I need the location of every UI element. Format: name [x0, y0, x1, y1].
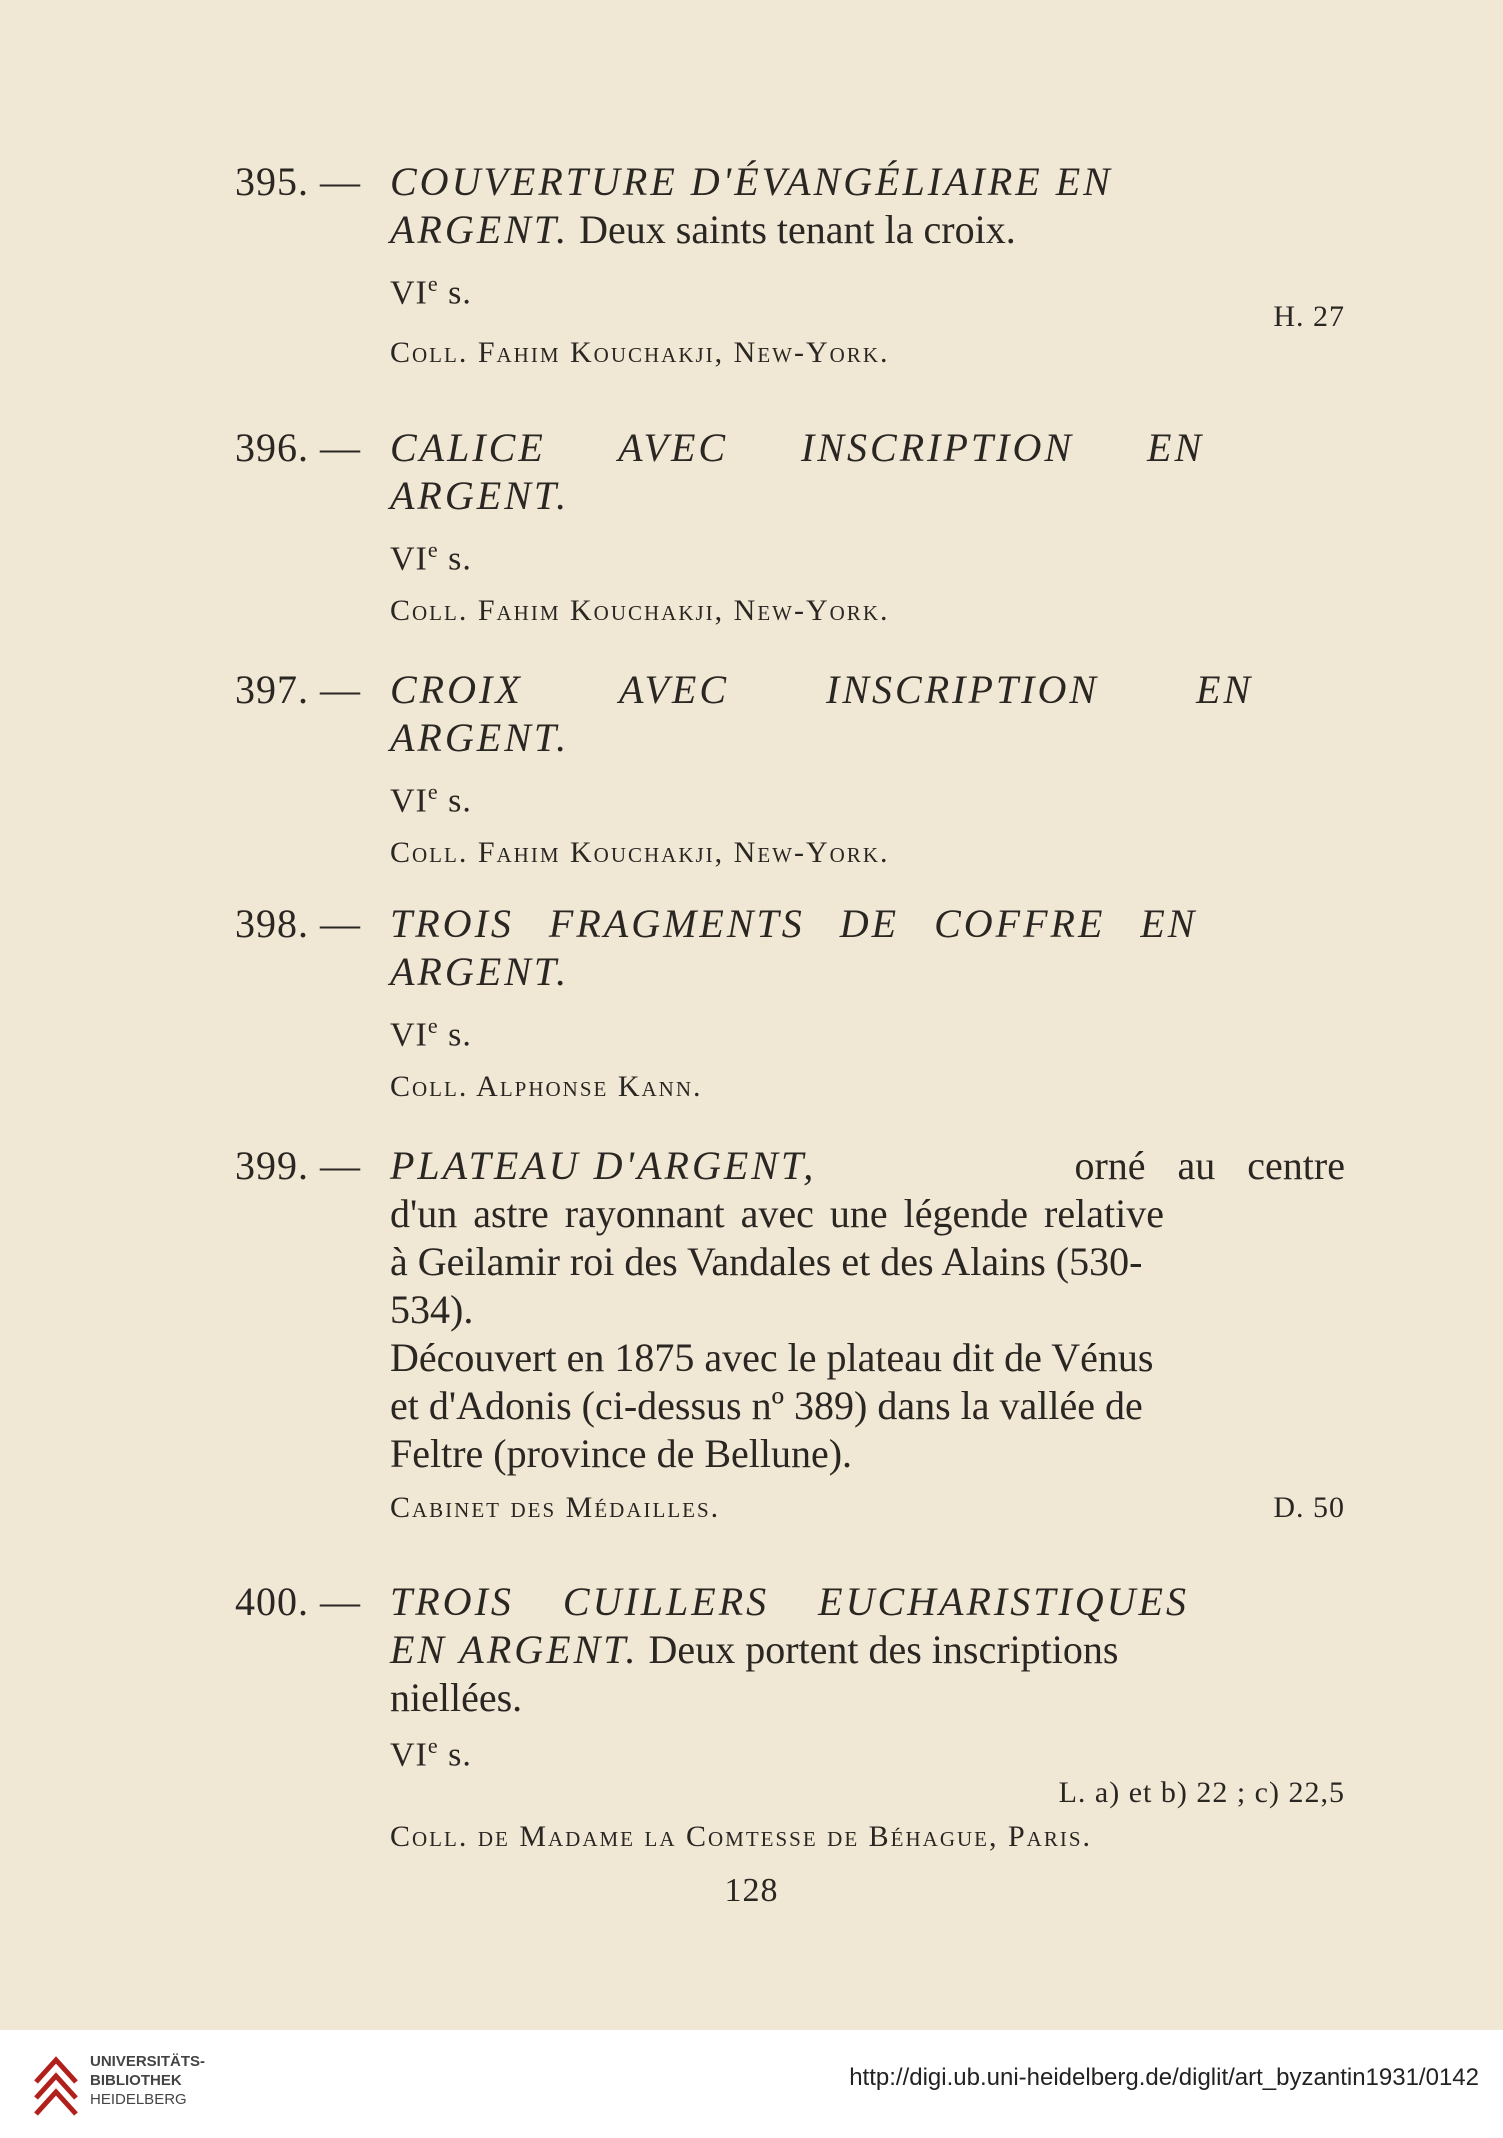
entry-century: VIe s.: [390, 271, 472, 312]
entry-text-line: et d'Adonis (ci-dessus nº 389) dans la vallée de: [390, 1383, 1143, 1428]
entry-title-line: ARGENT.: [390, 949, 570, 994]
entry-title-line: TROIS CUILLERS EUCHARISTIQUES: [390, 1579, 1189, 1624]
entry-number: 400. —: [235, 1579, 361, 1624]
entry-title-line: TROIS FRAGMENTS DE COFFRE EN: [390, 901, 1198, 946]
entry-collection: Coll. Fahim Kouchakji, New-York.: [390, 836, 890, 870]
entry-dimension: D. 50: [1273, 1491, 1345, 1524]
source-url-link[interactable]: http://digi.ub.uni-heidelberg.de/diglit/art_byzantin1931/0142: [849, 2064, 1479, 2091]
entry-number: 396. —: [235, 425, 361, 470]
entry-title-line: ARGENT.: [390, 715, 570, 760]
entry-footer-row: [390, 1486, 1345, 1530]
entry-text-line: niellées.: [390, 1675, 523, 1720]
entry-century: VIe s.: [390, 537, 472, 578]
entry-century: VIe s.: [390, 1733, 472, 1774]
entry-number: 395. —: [235, 159, 361, 204]
entry-text-line: Feltre (province de Bellune).: [390, 1431, 853, 1476]
entry-text-line: 534).: [390, 1287, 474, 1332]
entry-number: 398. —: [235, 901, 361, 946]
entry-number: 399. —: [235, 1143, 361, 1188]
entry-title-line: CALICE AVEC INSCRIPTION EN: [390, 425, 1205, 470]
entry-text-line: Découvert en 1875 avec le plateau dit de Vénus: [390, 1335, 1154, 1380]
entry-collection: Coll. Alphonse Kann.: [390, 1070, 703, 1104]
entry-dimension: H. 27: [1273, 300, 1345, 334]
entry-text-line: d'un astre rayonnant avec une légende relative: [390, 1191, 1164, 1236]
entry-century: VIe s.: [390, 1013, 472, 1054]
library-name: UNIVERSITÄTS- BIBLIOTHEK HEIDELBERG: [90, 2053, 206, 2108]
library-footer: [0, 2030, 1503, 2138]
page-number: 128: [724, 1872, 779, 1909]
entry-century: VIe s.: [390, 779, 472, 820]
entry-title-line: ARGENT.: [390, 473, 570, 518]
entry-collection: Coll. de Madame la Comtesse de Béhague, Paris.: [390, 1820, 1093, 1854]
entry-title-line: PLATEAU D'ARGENT, orné au centre: [390, 1143, 1345, 1188]
entry-title-line: EN ARGENT. Deux portent des inscriptions: [390, 1627, 1119, 1672]
entry-collection: Coll. Fahim Kouchakji, New-York.: [390, 594, 890, 628]
library-logo-icon: [30, 2048, 84, 2120]
entry-collection: Cabinet des Médailles.: [390, 1491, 721, 1524]
entry-title-line: CROIX AVEC INSCRIPTION EN: [390, 667, 1254, 712]
entry-title-line: ARGENT. Deux saints tenant la croix.: [390, 207, 1016, 252]
entry-collection: Coll. Fahim Kouchakji, New-York.: [390, 336, 890, 370]
entry-dimension: L. a) et b) 22 ; c) 22,5: [1058, 1776, 1345, 1810]
entry-title-line: COUVERTURE D'ÉVANGÉLIAIRE EN: [390, 159, 1113, 204]
entry-number: 397. —: [235, 667, 361, 712]
entry-text-line: à Geilamir roi des Vandales et des Alains (530-: [390, 1239, 1143, 1284]
